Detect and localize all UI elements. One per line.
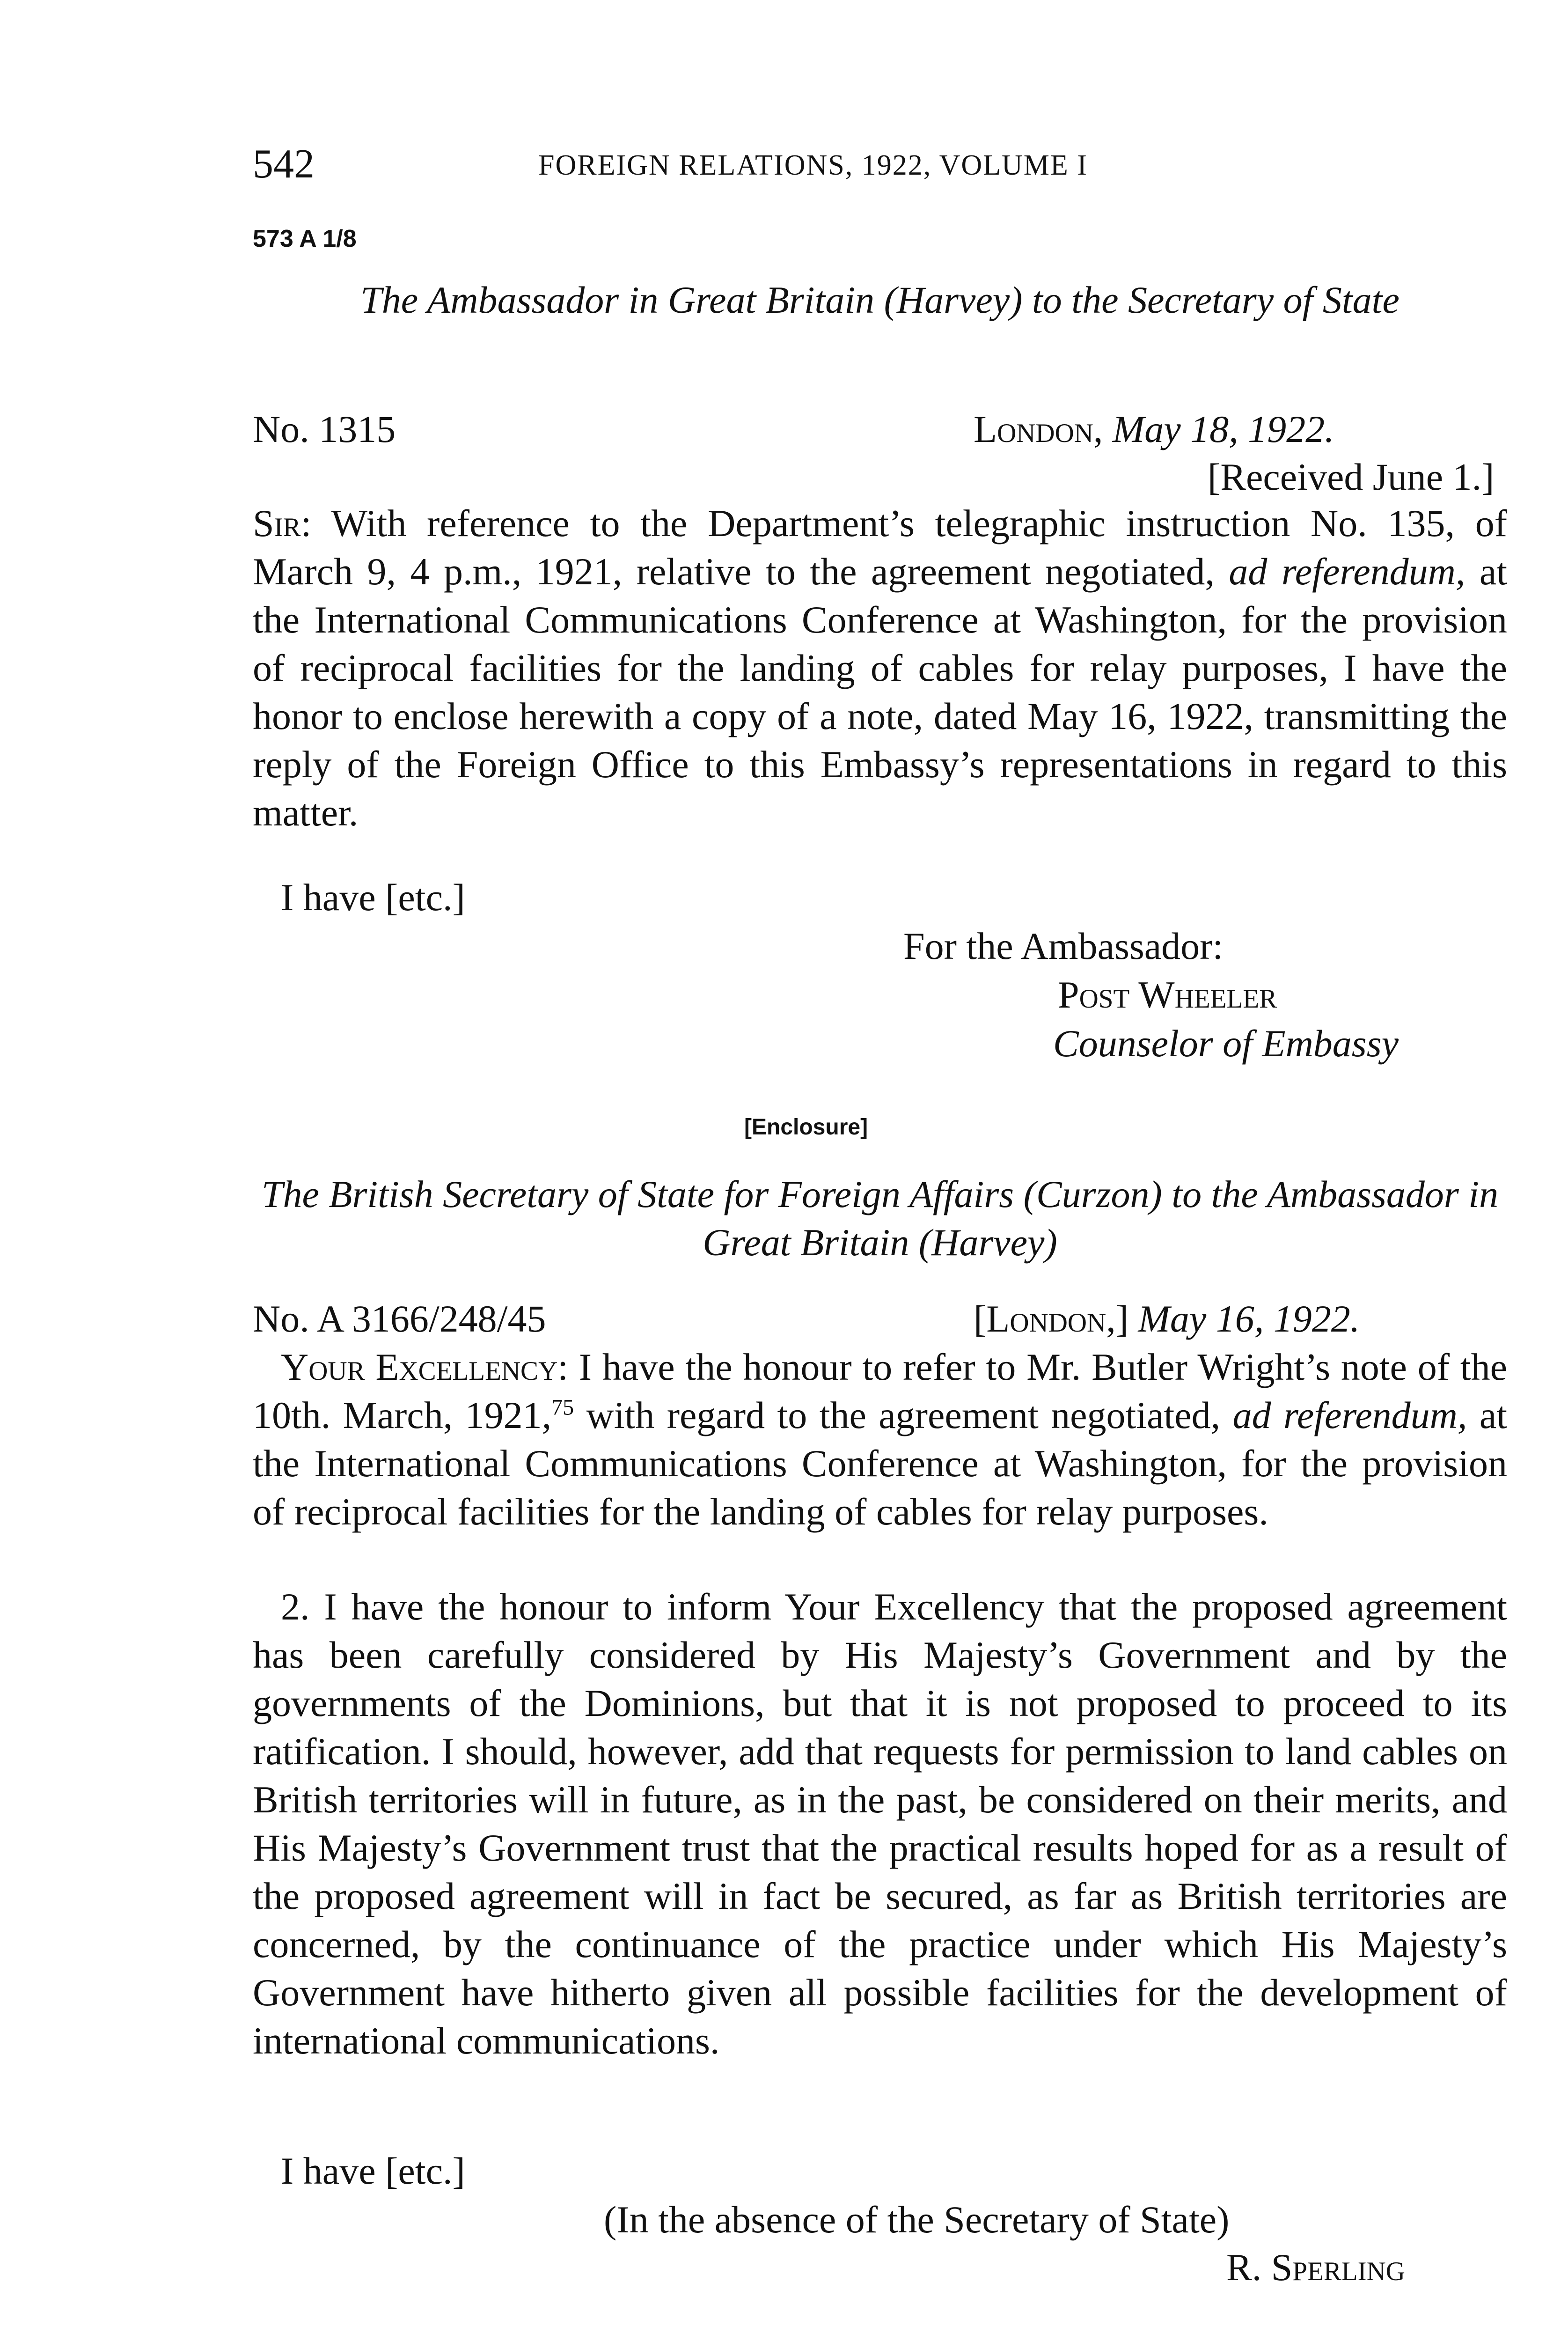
page-number: 542	[253, 141, 315, 187]
document2-date: May 16, 1922.	[1138, 1297, 1360, 1340]
document1-received: [Received June 1.]	[1208, 456, 1495, 498]
document1-signature-title: Counselor of Embassy	[1053, 1022, 1399, 1065]
document2-para1-c: at the International Communications Conference at Washington, for the provision of reciprocal facilities for the landing of cables for relay purposes.	[253, 1394, 1507, 1533]
document2-signature-line1: (In the absence of the Secretary of State)	[604, 2198, 1230, 2241]
document2-para1-italic: ad referendum,	[1232, 1394, 1467, 1436]
document1-body-rest: at the International Communications Conference at Washington, for the provision of reciprocal facilities for the landing of cables for relay purposes, I have the honor to enclose herewith a copy of a note, dated May 16, 1922, transmitting the reply of the Foreign Office to this Embassy’s representations in regard to this matter.	[253, 550, 1507, 834]
document2-paragraph1	[253, 1343, 1507, 1536]
document1-body-italic: ad referendum,	[1229, 550, 1465, 593]
enclosure-label: [Enclosure]	[744, 1115, 868, 1140]
document1-signature-line1: For the Ambassador:	[903, 925, 1224, 967]
document1-body-text: : With reference to the Department’s telegraphic instruction No. 135, of March 9, 4 p.m., 1921, relative to the agreement negotiated,	[253, 502, 1507, 593]
footnote-reference: 75	[551, 1395, 574, 1420]
document2-paragraph2	[253, 1583, 1507, 2065]
document2-salutation: Your Excellency	[281, 1346, 558, 1388]
document2-title: The British Secretary of State for Foreign Affairs (Curzon) to the Ambassador in Great Britain (Harvey)	[261, 1173, 1499, 1264]
document1-date: May 18, 1922.	[1112, 408, 1334, 450]
document1-closing: I have [etc.]	[281, 876, 465, 919]
document1-body	[253, 499, 1507, 837]
document1-title: The Ambassador in Great Britain (Harvey) to the Secretary of State	[360, 279, 1399, 321]
document2-para2-text: 2. I have the honour to inform Your Excellency that the proposed agreement has been carefully considered by His Majesty’s Government and by the governments of the Dominions, but that it is not proposed to proceed to its ratification. I should, however, add that requests for permission to land cables on British territories will in future, as in the past, be considered on their merits, and His Majesty’s Government trust that the practical results hoped for as a result of the proposed agreement will in fact be secured, as far as British territories are concerned, by the continuance of the practice under which His Majesty’s Government have hitherto given all possible facilities for the development of international communications.	[253, 1585, 1507, 2062]
document2-closing: I have [etc.]	[281, 2150, 465, 2192]
document1-salutation: Sir	[253, 502, 301, 545]
document2-number: No. A 3166/248/45	[253, 1297, 546, 1340]
document2-para1-a: : I have the honour to refer to Mr. Butler Wright’s note of the 10th. March, 1921,	[253, 1346, 1507, 1436]
document1-place-date	[974, 407, 1334, 451]
document2-place: [London,]	[974, 1297, 1129, 1340]
document2-place-date	[974, 1297, 1360, 1341]
document1-signature-name: Post Wheeler	[1058, 973, 1277, 1016]
document1-place: London,	[974, 408, 1103, 450]
document2-signature-name: R. Sperling	[1226, 2246, 1405, 2289]
document1-number: No. 1315	[253, 408, 396, 450]
running-title: FOREIGN RELATIONS, 1922, VOLUME I	[538, 149, 1088, 181]
file-reference: 573 A 1/8	[253, 225, 357, 252]
document2-para1-b: with regard to the agreement negotiated,	[586, 1394, 1221, 1436]
